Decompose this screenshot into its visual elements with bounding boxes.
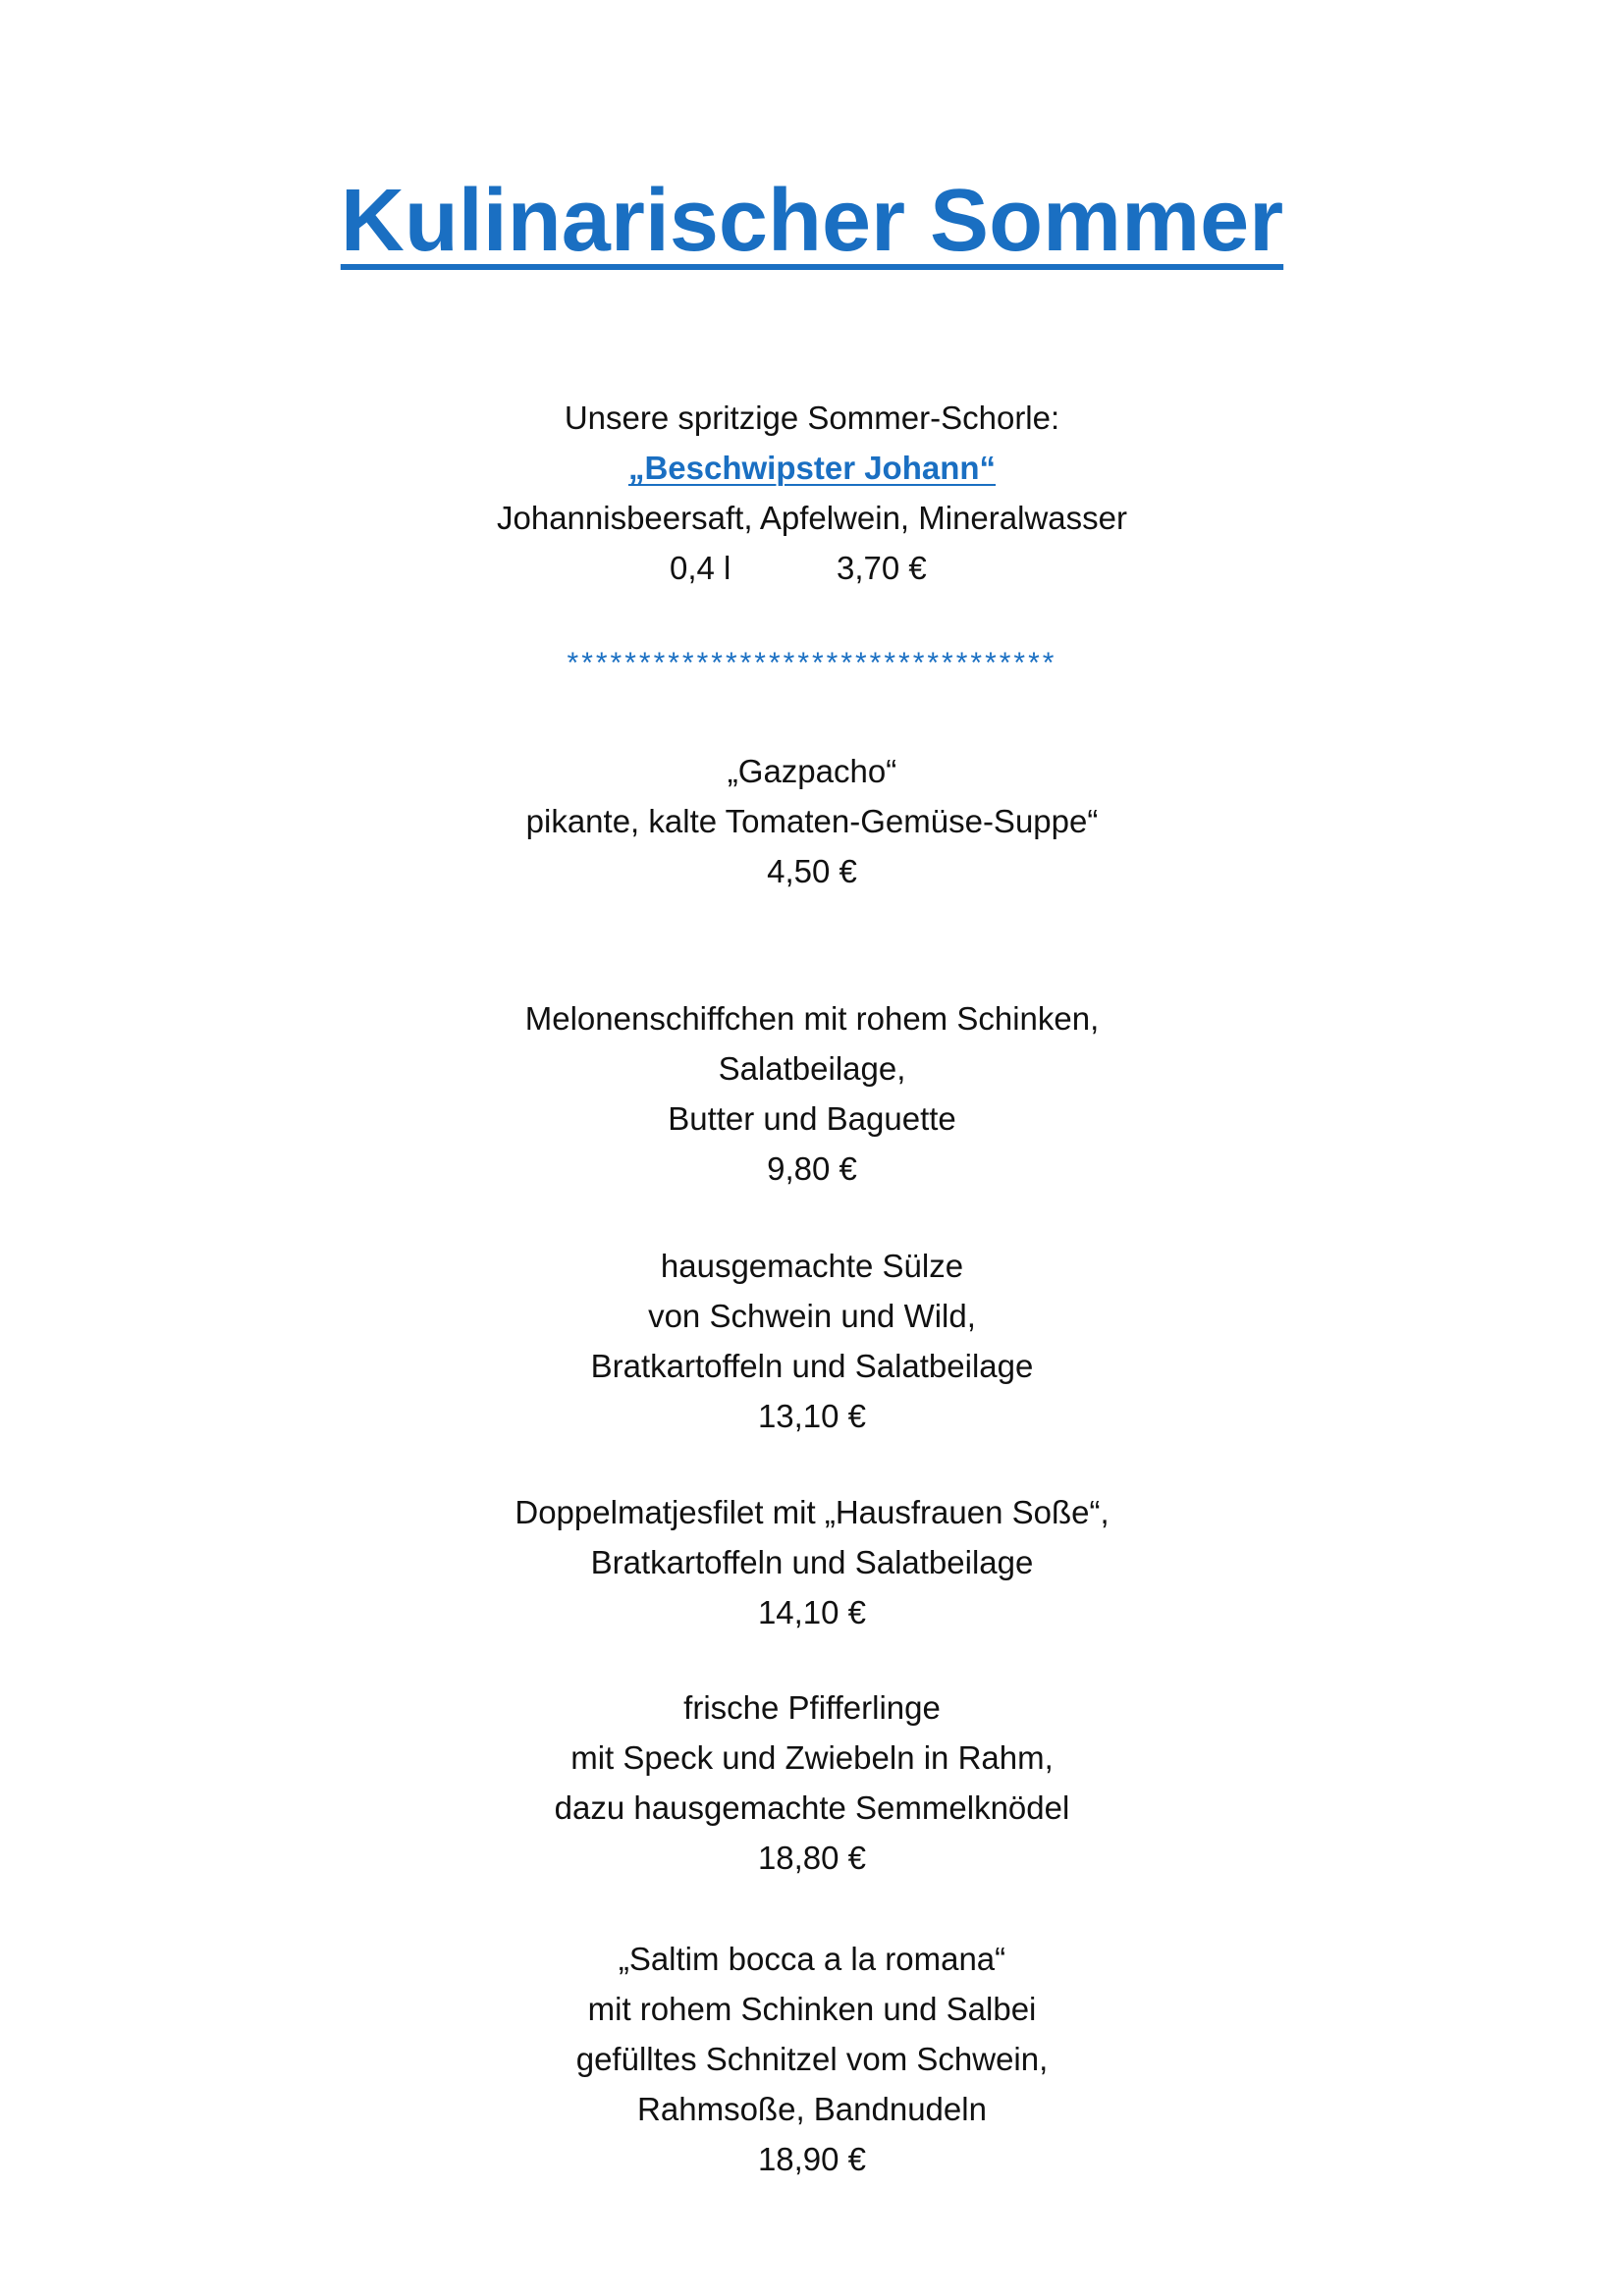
dish-line: Butter und Baguette bbox=[668, 1100, 956, 1137]
dish-price: 18,80 € bbox=[757, 1840, 867, 1876]
drink-volume: 0,4 l bbox=[670, 550, 731, 586]
dish-line: Bratkartoffeln und Salatbeilage bbox=[590, 1544, 1034, 1580]
dish-line: Rahmsoße, Bandnudeln bbox=[637, 2091, 987, 2127]
dish-line: mit rohem Schinken und Salbei bbox=[587, 1991, 1037, 2027]
dish-line: hausgemachte Sülze bbox=[660, 1248, 964, 1284]
dish-line: gefülltes Schnitzel vom Schwein, bbox=[575, 2041, 1049, 2077]
dish-line: dazu hausgemachte Semmelknödel bbox=[554, 1789, 1070, 1826]
dish-line: Bratkartoffeln und Salatbeilage bbox=[590, 1348, 1034, 1384]
drink-price: 3,70 € bbox=[837, 550, 927, 586]
separator bbox=[0, 638, 1624, 688]
dish-price: 14,10 € bbox=[757, 1594, 867, 1630]
star-separator: ********************************** bbox=[567, 647, 1057, 679]
drink-intro: Unsere spritzige Sommer-Schorle: bbox=[564, 400, 1060, 436]
dish-line: „Gazpacho“ bbox=[727, 753, 897, 789]
dish-line: pikante, kalte Tomaten-Gemüse-Suppe“ bbox=[525, 803, 1099, 839]
dish-line: Salatbeilage, bbox=[718, 1050, 906, 1087]
dish-6 bbox=[0, 1934, 1624, 2184]
drink-name-line bbox=[0, 443, 1624, 493]
dish-2 bbox=[0, 993, 1624, 1194]
drink-name[interactable]: „Beschwipster Johann“ bbox=[627, 450, 997, 486]
dish-line: frische Pfifferlinge bbox=[683, 1689, 941, 1726]
dish-line: von Schwein und Wild, bbox=[648, 1298, 976, 1334]
dish-3 bbox=[0, 1241, 1624, 1441]
drink-ingredients: Johannisbeersaft, Apfelwein, Mineralwasser bbox=[496, 500, 1127, 536]
dish-price: 9,80 € bbox=[767, 1150, 857, 1187]
dish-price: 4,50 € bbox=[767, 853, 857, 889]
dish-1 bbox=[0, 746, 1624, 896]
dish-5 bbox=[0, 1682, 1624, 1883]
dish-price: 13,10 € bbox=[757, 1398, 867, 1434]
page-title: Kulinarischer Sommer bbox=[340, 172, 1284, 270]
dish-4 bbox=[0, 1487, 1624, 1637]
dish-line: Doppelmatjesfilet mit „Hausfrauen Soße“, bbox=[514, 1494, 1110, 1530]
dish-line: Melonenschiffchen mit rohem Schinken, bbox=[524, 1000, 1100, 1037]
dish-line: mit Speck und Zwiebeln in Rahm, bbox=[570, 1739, 1054, 1776]
drink-price-row bbox=[0, 543, 1624, 593]
dish-price: 18,90 € bbox=[757, 2141, 867, 2177]
dish-line: „Saltim bocca a la romana“ bbox=[618, 1941, 1006, 1977]
drink-section bbox=[0, 393, 1624, 593]
